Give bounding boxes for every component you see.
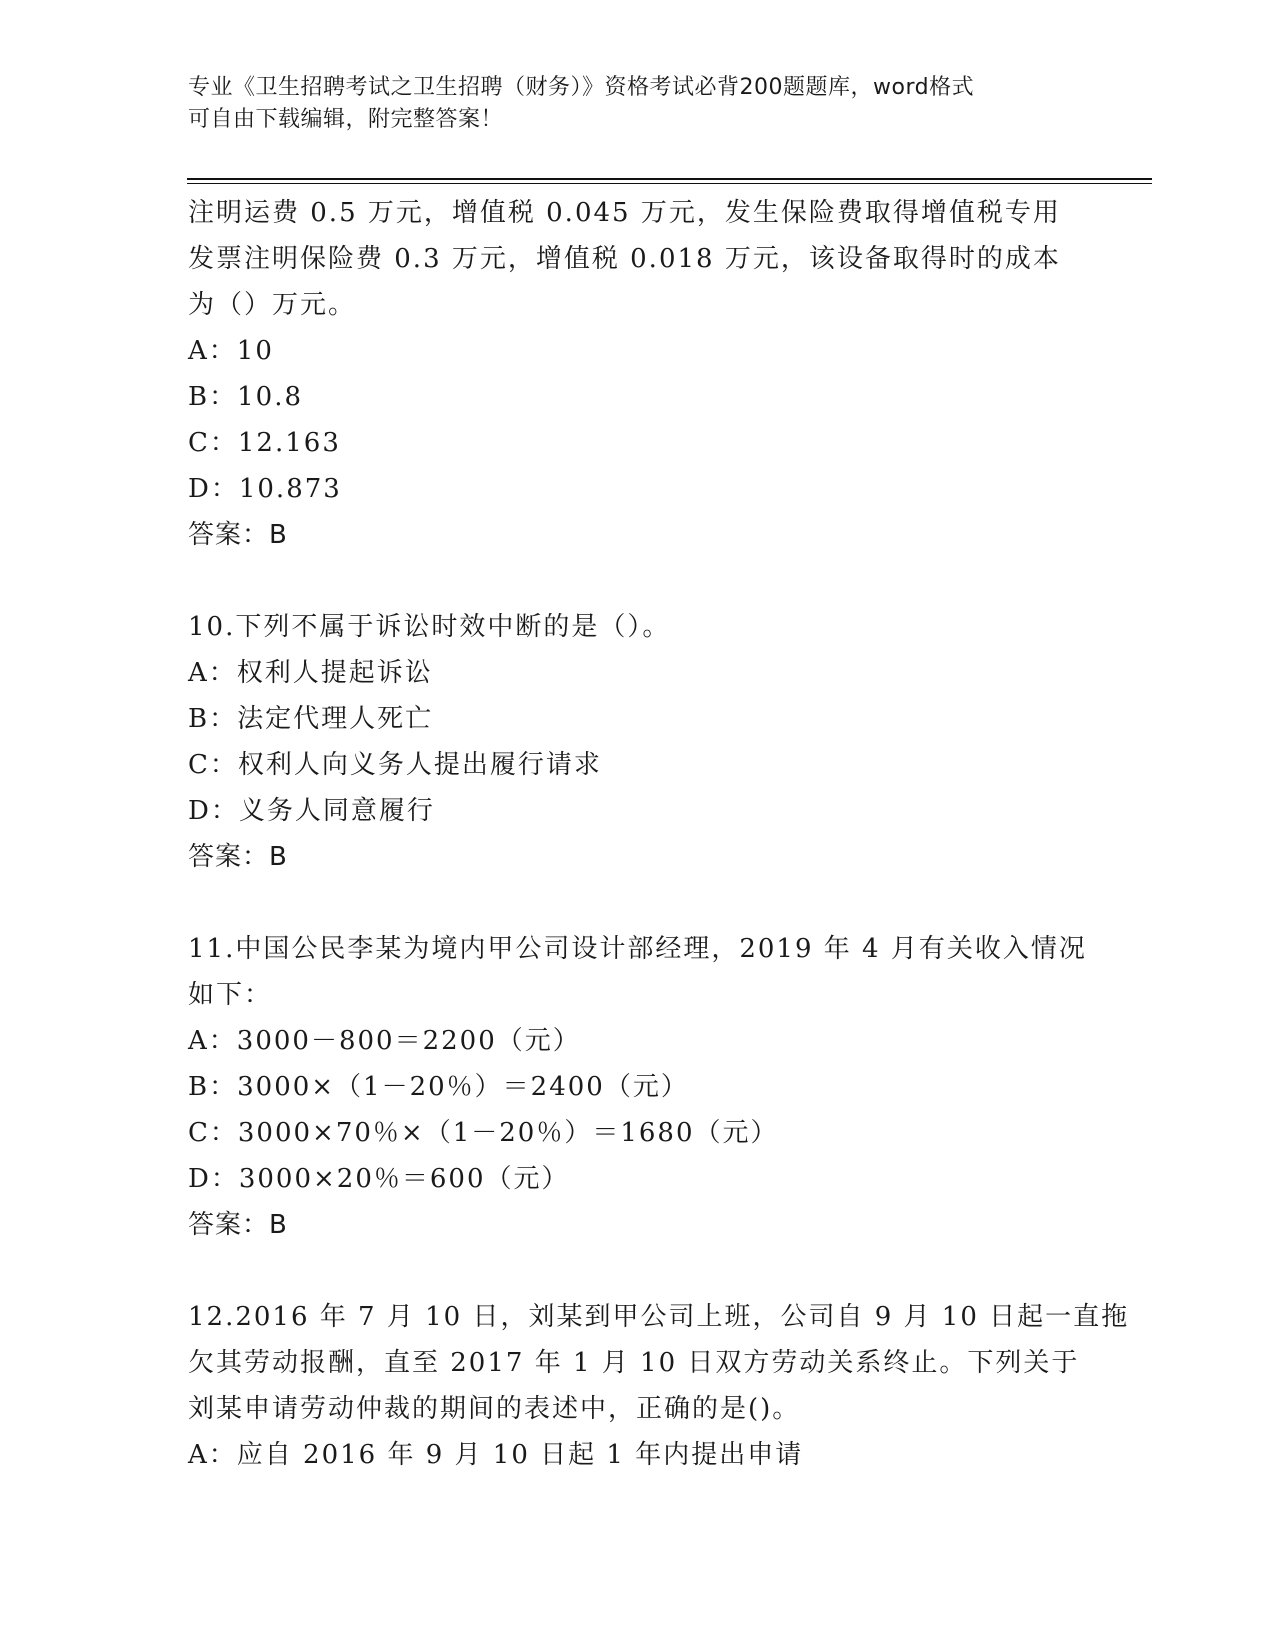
question-10: [188, 604, 1088, 880]
question-stem-line: 12.2016 年 7 月 10 日，刘某到甲公司上班，公司自 9 月 10 日起一直拖: [188, 1302, 1130, 1332]
option-b: B：3000×（1－20％）＝2400（元）: [188, 1072, 689, 1102]
header-divider-thin: [187, 183, 1152, 184]
option-b: B：法定代理人死亡: [188, 704, 434, 734]
question-stem-line: 11.中国公民李某为境内甲公司设计部经理，2019 年 4 月有关收入情况: [188, 934, 1087, 964]
option-c: C：权利人向义务人提出履行请求: [188, 750, 602, 780]
answer-label: 答案：B: [188, 1210, 288, 1240]
question-11: [188, 926, 1088, 1248]
document-body: [188, 190, 1130, 1478]
option-d: D：3000×20％＝600（元）: [188, 1164, 570, 1194]
option-a: A：权利人提起诉讼: [188, 658, 433, 688]
header-line-2: 可自由下载编辑，附完整答案！: [188, 107, 504, 132]
question-12: [188, 1294, 1130, 1478]
question-stem-line: 欠其劳动报酬，直至 2017 年 1 月 10 日双方劳动关系终止。下列关于: [188, 1348, 1080, 1378]
header-line-1: 专业《卫生招聘考试之卫生招聘（财务）》资格考试必背200题题库，word格式: [188, 75, 975, 100]
option-c: C：12.163: [188, 428, 341, 458]
document-header: [188, 72, 1088, 136]
option-a: A：10: [188, 336, 274, 366]
spacer: [188, 1248, 1088, 1294]
question-stem-line: 如下：: [188, 980, 273, 1010]
option-d: D：10.873: [188, 474, 342, 504]
option-a: A：3000－800＝2200（元）: [188, 1026, 581, 1056]
question-stem-line: 发票注明保险费 0.3 万元，增值税 0.018 万元，该设备取得时的成本: [188, 244, 1061, 274]
question-stem-line: 10.下列不属于诉讼时效中断的是（）。: [188, 612, 671, 642]
question-9: [188, 190, 1088, 558]
option-d: D：义务人同意履行: [188, 796, 435, 826]
answer-label: 答案：B: [188, 520, 288, 550]
option-c: C：3000×70％×（1－20％）＝1680（元）: [188, 1118, 779, 1148]
answer-label: 答案：B: [188, 842, 288, 872]
question-stem-line: 刘某申请劳动仲裁的期间的表述中，正确的是()。: [188, 1394, 801, 1424]
option-b: B：10.8: [188, 382, 303, 412]
option-a: A：应自 2016 年 9 月 10 日起 1 年内提出申请: [188, 1440, 804, 1470]
spacer: [188, 880, 1088, 926]
question-stem-line: 注明运费 0.5 万元，增值税 0.045 万元，发生保险费取得增值税专用: [188, 198, 1061, 228]
question-stem-line: 为（）万元。: [188, 290, 357, 320]
header-divider-thick: [187, 178, 1152, 180]
spacer: [188, 558, 1088, 604]
